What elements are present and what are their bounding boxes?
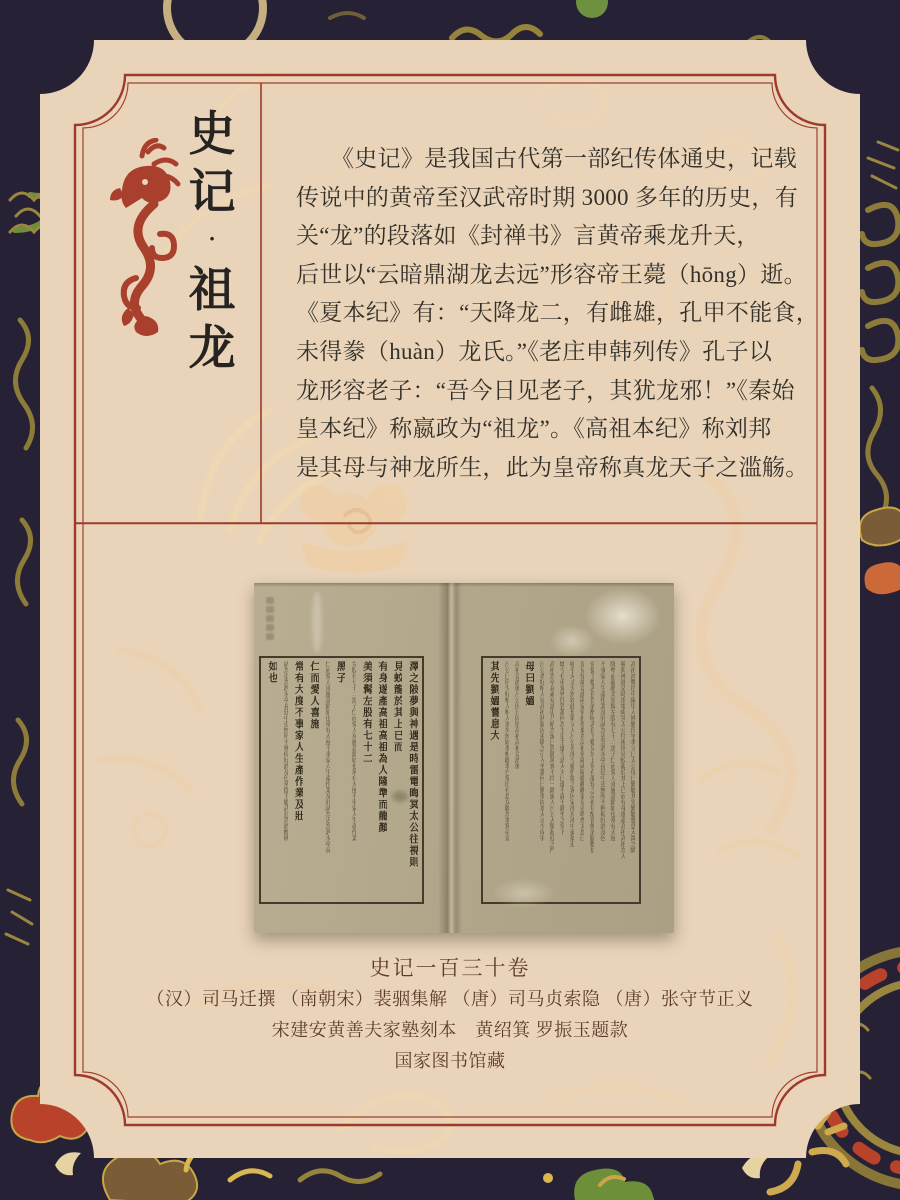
book-text-column: 仁而愛人喜施意豁如也常有大度不事家人生產作業及壯試為吏為泗水亭長 — [323, 661, 330, 853]
caption-title: 史记一百三十卷 — [369, 956, 531, 980]
title-char: 史 — [188, 109, 236, 161]
title-char: 记 — [188, 167, 236, 219]
article-line: 关“龙”的段落如《封禅书》言黄帝乘龙升天， — [296, 223, 760, 249]
book-photo — [254, 583, 674, 933]
right-page-text-block — [481, 656, 641, 904]
book-text-column: 仁而愛人喜施 — [307, 661, 319, 730]
article-line: 皇本纪》称嬴政为“祖龙”。《高祖本纪》称刘邦 — [296, 416, 772, 442]
book-text-column: 聞令有重客皆往賀蕭何為主吏主進令諸大夫曰進不滿千錢坐之堂下 — [558, 661, 565, 835]
left-page-text-block — [259, 656, 424, 904]
title-separator-dot: · — [208, 226, 216, 251]
book-text-column: 母曰劉媼 — [522, 661, 534, 707]
book-text-column: 及見怪歲竟此兩家常折券棄責高祖常繇咸陽縱觀觀秦皇帝喟然太息曰 — [578, 661, 585, 841]
book-text-column: 美須髯左股有七十二 — [360, 661, 372, 765]
article-line: 《史记》是我国古代第一部纪传体通史，记载 — [331, 146, 797, 171]
book-text-column: 高祖竟酒後呂公因目固留高祖高祖竟酒後 — [513, 661, 520, 769]
book-text-column: 常從王媼武負貰酒醉臥武負王媼見其上常有龍怪之高祖每酤留飲酒讎數倍 — [588, 661, 595, 853]
caption-collection: 国家图书馆藏 — [394, 1051, 506, 1071]
article-line: 《夏本纪》有：“天降龙二，有雌雄，孔甲不能食， — [296, 300, 820, 326]
caption-edition: 宋建安黄善夫家塾刻本 黄绍箕 罗振玉题款 — [271, 1020, 629, 1040]
article-line: 传说中的黄帝至汉武帝时期 3000 多年的历史，有 — [296, 184, 798, 210]
book-text-column: 試為吏為泗水亭長廷中吏無所不狎侮好酒及色常從王媼武負貰酒醉臥 — [281, 661, 288, 841]
book-text-column: 黑子 — [334, 661, 346, 684]
book-text-column: 常有大度不事家人生產作業及壯 — [292, 661, 304, 822]
book-text-column: 高祖沛豐邑中陽里人姓劉氏字季父曰太公母曰劉媼其先劉媼嘗息大澤之陂 — [628, 661, 635, 853]
book-text-column: 其先劉媼嘗息大 — [488, 661, 499, 742]
paper-stain — [312, 591, 322, 653]
book-text-column: 高祖為亭長素易諸吏乃紿為謁曰賀錢萬實不持一錢謁入呂公大驚起迎之門 — [548, 661, 555, 853]
book-text-column: 左股有七十二黑子仁而愛人喜施意豁如也常有大度不事家人生產作業 — [350, 661, 357, 841]
article-line: 未得豢（huàn）龙氏。”《老庄申韩列传》孔子以 — [296, 338, 773, 364]
title-slip — [263, 595, 277, 653]
book-text-column: 隆準而龍顏美須髯左股有七十二黑子仁而愛人喜施意豁如也常有大度 — [608, 661, 615, 841]
book-text-column: 呂公曰臣少好相人相人多矣無如季相願季自愛臣有息女願為季箕帚妾 — [503, 661, 510, 841]
book-text-column: 有身遂產高祖高祖為人隆準而龍顏 — [376, 661, 387, 834]
book-text-column: 夢與神遇是時雷電晦冥太公往視則見蛟龍於其上已而有身遂產高祖高祖為人 — [618, 661, 625, 859]
book-text-column: 嗟乎大丈夫當如此也單父人呂公善沛令避仇從之客因家沛焉沛中豪桀吏 — [568, 661, 575, 847]
article-line: 是其母与神龙所生，此为皇帝称真龙天子之滥觞。 — [296, 454, 809, 480]
paper-stain — [584, 587, 662, 645]
book-text-column: 呂公者好相人見高祖狀貌因重敬之引入坐蕭何曰劉季固多大言少成事 — [537, 661, 544, 841]
article-line: 龙形容老子：“吾今日见老子，其犹龙邪！”《秦始 — [296, 377, 795, 403]
book-text-column: 澤之陂夢與神遇是時雷電晦冥太公往視則 — [406, 661, 418, 868]
article-text — [296, 140, 820, 487]
title-char: 祖 — [188, 265, 236, 317]
dragon-ornament-icon — [108, 138, 186, 338]
book-text-column: 如也 — [266, 661, 277, 684]
book-page-edge — [254, 583, 674, 587]
figure-caption — [0, 952, 900, 1077]
title-char: 龙 — [188, 323, 236, 375]
book-spine-fold — [438, 583, 462, 933]
article-line: 后世以“云暗鼎湖龙去远”形容帝王薨（hōng）逝。 — [296, 261, 807, 287]
caption-authors: （汉）司马迁撰 （南朝宋）裴骃集解 （唐）司马贞索隐 （唐）张守节正义 — [146, 989, 754, 1009]
paper-stain — [549, 625, 595, 657]
book-text-column: 見蛟龍於其上已而 — [391, 661, 403, 753]
book-text-column: 不事家人生產作業及壯試為吏為泗水亭長廷中吏無所不狎侮好酒及色 — [598, 661, 605, 841]
page-title — [184, 110, 240, 374]
